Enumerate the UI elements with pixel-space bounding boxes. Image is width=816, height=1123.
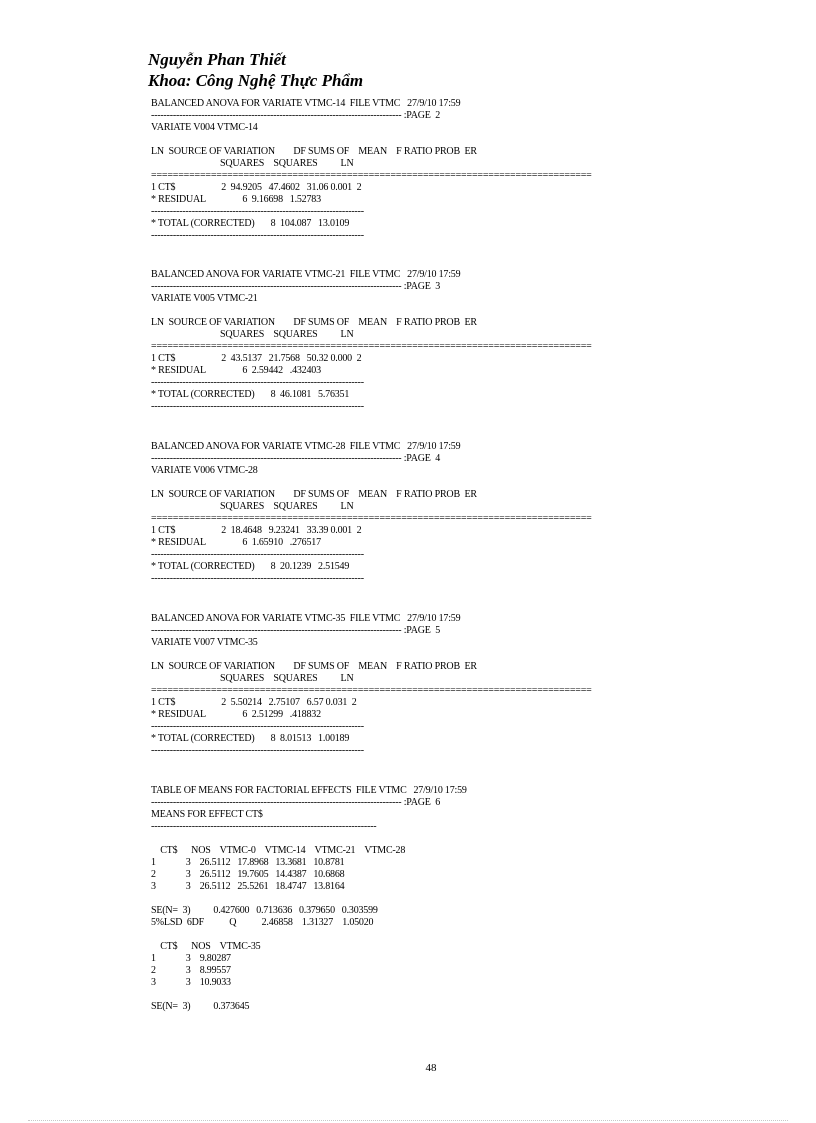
output-line: ================================================================================= [151,513,592,524]
output-line: * RESIDUAL 6 2.59442 .432403 [151,365,321,376]
output-line: -------------------------------------------------------------------- [151,206,364,217]
output-line: 2 3 8.99557 [151,965,231,976]
output-line: 3 3 10.9033 [151,977,231,988]
output-line: 1 CT$ 2 5.50214 2.75107 6.57 0.031 2 [151,697,357,708]
output-line [151,833,467,845]
output-line: CT$ NOS VTMC-0 VTMC-14 VTMC-21 VTMC-28 [151,845,406,856]
output-line: 5%LSD 6DF Q 2.46858 1.31327 1.05020 [151,917,374,928]
output-line: VARIATE V004 VTMC-14 [151,122,258,133]
output-line [151,477,592,489]
department-name: Khoa: Công Nghệ Thực Phẩm [148,71,364,90]
anova-block-vtmc-28 [151,441,592,585]
output-line: -------------------------------------------------------------------- [151,721,364,732]
output-line: LN SOURCE OF VARIATION DF SUMS OF MEAN F RATIO PROB ER [151,317,477,328]
output-line: BALANCED ANOVA FOR VARIATE VTMC-21 FILE VTMC 27/9/10 17:59 [151,269,461,280]
output-line: TABLE OF MEANS FOR FACTORIAL EFFECTS FILE VTMC 27/9/10 17:59 [151,785,467,796]
output-line [151,305,592,317]
output-line: * RESIDUAL 6 1.65910 .276517 [151,537,321,548]
output-line: -------------------------------------------------------------------- [151,745,364,756]
output-line: -------------------------------------------------------------------------------- :PAGE 4 [151,453,441,464]
output-line: CT$ NOS VTMC-35 [151,941,261,952]
output-line: VARIATE V006 VTMC-28 [151,465,258,476]
page-number: 48 [425,1062,437,1074]
output-line: * RESIDUAL 6 9.16698 1.52783 [151,194,321,205]
output-line [151,649,592,661]
anova-block-vtmc-35 [151,613,592,757]
output-line: * TOTAL (CORRECTED) 8 20.1239 2.51549 [151,561,350,572]
output-line: MEANS FOR EFFECT CT$ [151,809,263,820]
output-line: SQUARES SQUARES LN [151,329,354,340]
output-line: * RESIDUAL 6 2.51299 .418832 [151,709,321,720]
output-line: VARIATE V005 VTMC-21 [151,293,258,304]
output-line: -------------------------------------------------------------------------------- :PAGE 3 [151,281,441,292]
footer-divider [28,1120,788,1121]
output-line: -------------------------------------------------------------------- [151,549,364,560]
output-line: -------------------------------------------------------------------------------- :PAGE 6 [151,797,441,808]
output-line [151,989,467,1001]
output-line: 2 3 26.5112 19.7605 14.4387 10.6868 [151,869,345,880]
output-line: SE(N= 3) 0.427600 0.713636 0.379650 0.303599 [151,905,378,916]
output-line: ================================================================================= [151,685,592,696]
output-line: LN SOURCE OF VARIATION DF SUMS OF MEAN F RATIO PROB ER [151,146,477,157]
output-line: 1 3 9.80287 [151,953,231,964]
output-line: -------------------------------------------------------------------- [151,377,364,388]
output-line: -------------------------------------------------------------------------------- :PAGE 2 [151,110,441,121]
output-line [151,134,592,146]
output-line: LN SOURCE OF VARIATION DF SUMS OF MEAN F RATIO PROB ER [151,661,477,672]
output-line: -------------------------------------------------------------------- [151,573,364,584]
output-line: * TOTAL (CORRECTED) 8 104.087 13.0109 [151,218,350,229]
means-table-block [151,785,467,1013]
output-line: LN SOURCE OF VARIATION DF SUMS OF MEAN F RATIO PROB ER [151,489,477,500]
output-line: SE(N= 3) 0.373645 [151,1001,250,1012]
output-line: BALANCED ANOVA FOR VARIATE VTMC-28 FILE VTMC 27/9/10 17:59 [151,441,461,452]
output-line [151,929,467,941]
output-line: 1 CT$ 2 94.9205 47.4602 31.06 0.001 2 [151,182,362,193]
output-line: SQUARES SQUARES LN [151,673,354,684]
output-line: * TOTAL (CORRECTED) 8 46.1081 5.76351 [151,389,350,400]
output-line [151,893,467,905]
output-line: -------------------------------------------------------------------------------- :PAGE 5 [151,625,441,636]
output-line: SQUARES SQUARES LN [151,158,354,169]
output-line: BALANCED ANOVA FOR VARIATE VTMC-14 FILE VTMC 27/9/10 17:59 [151,98,461,109]
output-line: ------------------------------------------------------------------------ [151,821,377,832]
output-line: ================================================================================= [151,341,592,352]
anova-block-vtmc-14 [151,98,592,242]
output-line: 3 3 26.5112 25.5261 18.4747 13.8164 [151,881,345,892]
output-line: * TOTAL (CORRECTED) 8 8.01513 1.00189 [151,733,350,744]
output-line: ================================================================================= [151,170,592,181]
output-line: VARIATE V007 VTMC-35 [151,637,258,648]
output-line: SQUARES SQUARES LN [151,501,354,512]
output-line: -------------------------------------------------------------------- [151,230,364,241]
output-line: 1 CT$ 2 43.5137 21.7568 50.32 0.000 2 [151,353,362,364]
author-name: Nguyễn Phan Thiết [148,50,286,69]
anova-block-vtmc-21 [151,269,592,413]
output-line: -------------------------------------------------------------------- [151,401,364,412]
output-line: BALANCED ANOVA FOR VARIATE VTMC-35 FILE VTMC 27/9/10 17:59 [151,613,461,624]
output-line: 1 3 26.5112 17.8968 13.3681 10.8781 [151,857,345,868]
output-line: 1 CT$ 2 18.4648 9.23241 33.39 0.001 2 [151,525,362,536]
